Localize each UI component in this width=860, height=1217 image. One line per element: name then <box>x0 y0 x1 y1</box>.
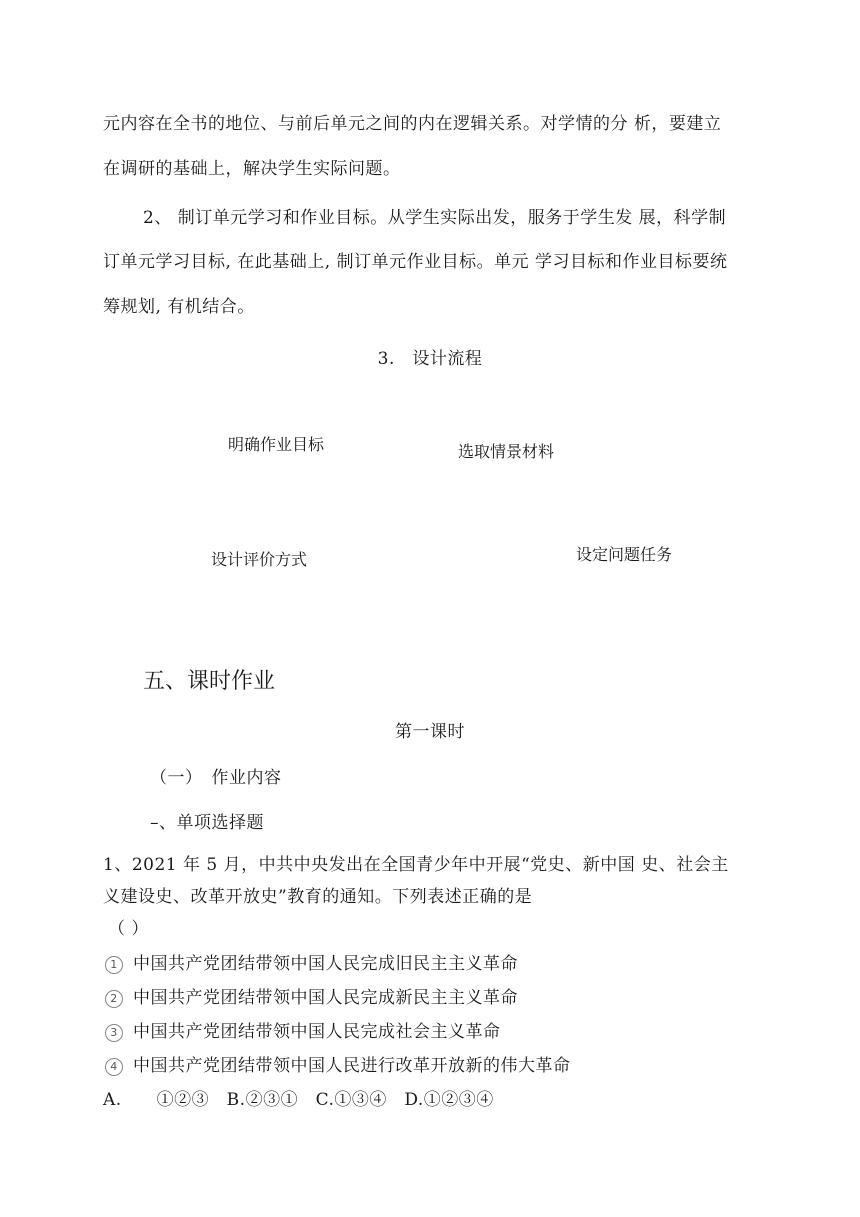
flow-step-goal: 明确作业目标 <box>228 435 325 454</box>
option-text: 中国共产党团结带领中国人民完成新民主主义革命 <box>133 988 518 1008</box>
question-type: –、单项选择题 <box>150 813 264 833</box>
circled-number-marker: 1 <box>105 956 123 974</box>
flow-step-task: 设定问题任务 <box>576 545 673 564</box>
question-stem: 1、2021 年 5 月，中共中央发出在全国青少年中开展“党史、新中国 史、社会主 <box>103 855 729 875</box>
option-item <box>105 1017 501 1042</box>
flow-title: 3. 设计流程 <box>377 349 483 369</box>
answer-choices: A. ①②③ B.②③① C.①③④ D.①②③④ <box>103 1090 494 1110</box>
circled-number-marker: 4 <box>105 1058 123 1076</box>
lesson-title: 第一课时 <box>395 722 465 742</box>
paragraph-line: 在调研的基础上，解决学生实际问题。 <box>103 159 401 179</box>
option-text: 中国共产党团结带领中国人民完成社会主义革命 <box>133 1022 501 1042</box>
flow-step-evaluation: 设计评价方式 <box>211 550 308 569</box>
question-stem: 义建设史、改革开放史”教育的通知。下列表述正确的是 <box>103 887 533 907</box>
answer-bracket: （ ） <box>108 919 149 939</box>
option-item <box>105 949 518 974</box>
paragraph-line: 2、 制订单元学习和作业目标。从学生实际出发，服务于学生发 展，科学制 <box>143 208 727 228</box>
option-text: 中国共产党团结带领中国人民完成旧民主主义革命 <box>133 954 518 974</box>
paragraph-line: 筹规划, 有机结合。 <box>103 297 255 317</box>
paragraph-line: 订单元学习目标, 在此基础上, 制订单元作业目标。单元 学习目标和作业目标要统 <box>103 252 728 272</box>
circled-number-marker: 3 <box>105 1024 123 1042</box>
option-text: 中国共产党团结带领中国人民进行改革开放新的伟大革命 <box>133 1056 571 1076</box>
flow-step-material: 选取情景材料 <box>458 442 555 461</box>
paragraph-line: 元内容在全书的地位、与前后单元之间的内在逻辑关系。对学情的分 析，要建立 <box>103 114 722 134</box>
circled-number-marker: 2 <box>105 990 123 1008</box>
section-heading: 五、课时作业 <box>143 669 276 694</box>
subsection-heading: （一） 作业内容 <box>150 768 282 788</box>
option-item <box>105 1051 571 1076</box>
option-item <box>105 983 518 1008</box>
